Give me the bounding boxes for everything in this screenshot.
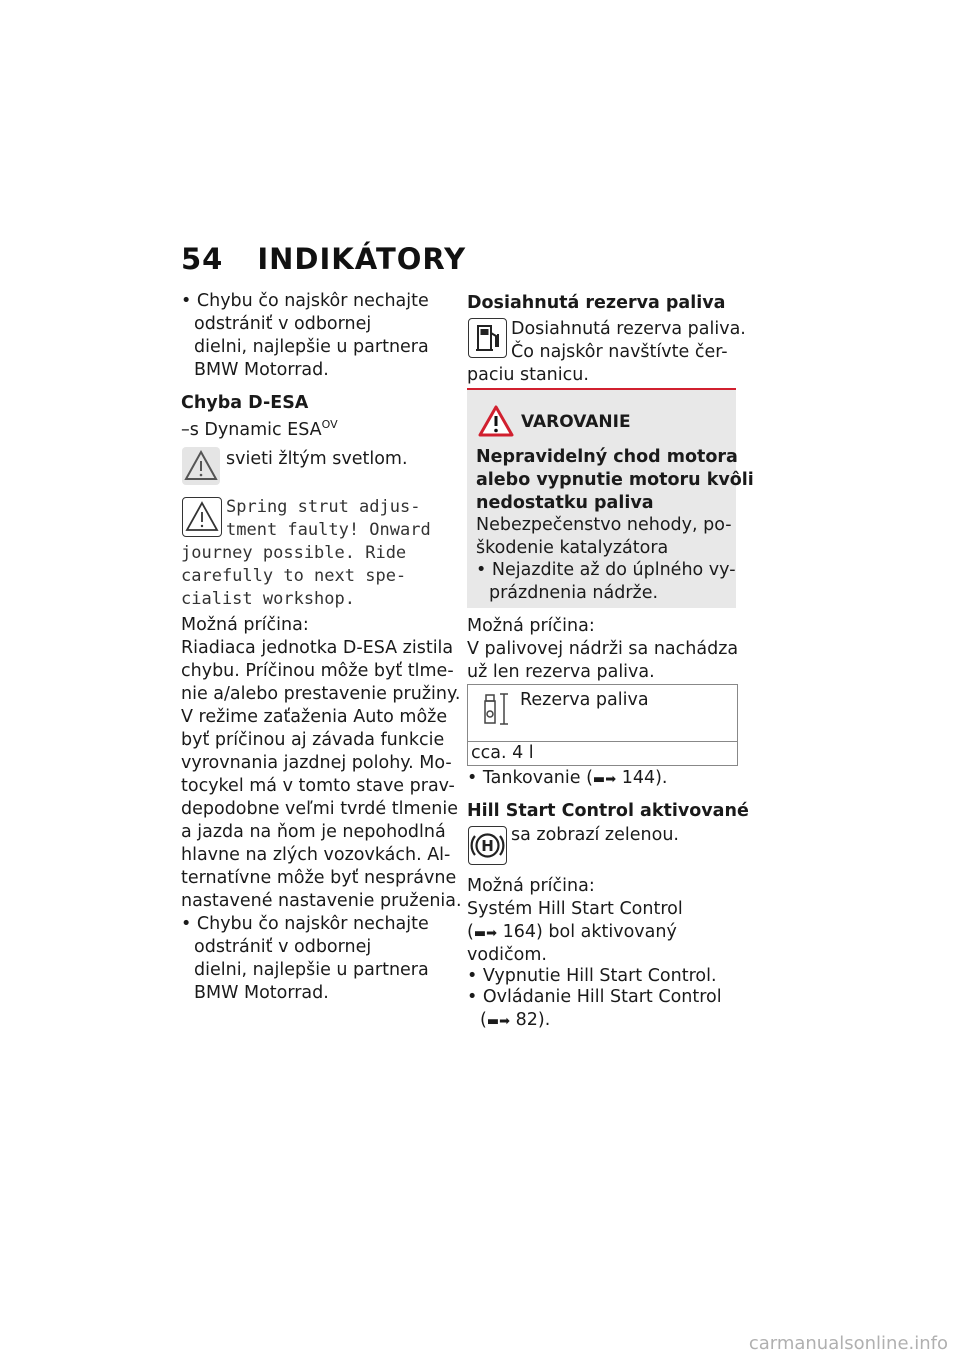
icon-description: svieti žltým svetlom. bbox=[226, 449, 408, 469]
cause-label: Možná príčina: bbox=[181, 615, 309, 635]
fuel-text-line: paciu stanicu. bbox=[467, 365, 589, 385]
hill-bullet-cont: (▬➡ 82). bbox=[480, 1010, 551, 1030]
cause-line: V režime zaťaženia Auto môže bbox=[181, 707, 448, 727]
warning-bold-line: Nepravidelný chod motora bbox=[476, 447, 738, 467]
warning-text-line: škodenie katalyzátora bbox=[476, 538, 669, 558]
cause-line: už len rezerva paliva. bbox=[467, 662, 655, 682]
hill-section-title: Hill Start Control aktivované bbox=[467, 801, 749, 821]
warning-bullet-line: prázdnenia nádrže. bbox=[489, 583, 659, 603]
warning-text-line: Nebezpečenstvo nehody, po- bbox=[476, 515, 732, 535]
cause-line: depodobne veľmi tvrdé tlmenie bbox=[181, 799, 458, 819]
fuel-section-title: Dosiahnutá rezerva paliva bbox=[467, 293, 726, 313]
warning-triangle-outline-icon bbox=[182, 497, 222, 537]
bullet-line: • Chybu čo najskôr nechajte bbox=[181, 914, 429, 934]
page-header bbox=[181, 242, 466, 276]
bullet-line: • Chybu čo najskôr nechajte bbox=[181, 291, 429, 311]
cause-line: V palivovej nádrži sa nachádza bbox=[467, 639, 739, 659]
bullet-line: BMW Motorrad. bbox=[194, 983, 329, 1003]
page-ref-link[interactable]: 144 bbox=[621, 768, 656, 788]
display-message-line: Spring strut adjus- bbox=[226, 497, 421, 517]
warning-label: VAROVANIE bbox=[521, 412, 631, 432]
hill-bullet: • Vypnutie Hill Start Control. bbox=[467, 966, 717, 986]
svg-text:H: H bbox=[481, 837, 494, 855]
bullet-line: odstrániť v odbornej bbox=[194, 937, 372, 957]
warning-bold-line: alebo vypnutie motoru kvôli bbox=[476, 470, 754, 490]
cause-line: vyrovnania jazdnej polohy. Mo- bbox=[181, 753, 452, 773]
display-message-line: journey possible. Ride bbox=[181, 543, 407, 563]
section-title: Chyba D-ESA bbox=[181, 393, 309, 413]
page-ref-link[interactable]: 164 bbox=[502, 922, 536, 942]
bullet-line: odstrániť v odbornej bbox=[194, 314, 372, 334]
table-label: Rezerva paliva bbox=[520, 690, 649, 710]
hill-cause-label: Možná príčina: bbox=[467, 876, 595, 896]
watermark: carmanualsonline.info bbox=[748, 1333, 948, 1354]
display-message-line: carefully to next spe- bbox=[181, 566, 407, 586]
section-subtitle: –s Dynamic $ESA^{OV}$ bbox=[181, 418, 338, 440]
fuel-text-line: Čo najskôr navštívte čer- bbox=[511, 342, 728, 362]
warning-icon bbox=[478, 405, 514, 441]
cause-line: nastavené nastavenie pruženia. bbox=[181, 891, 462, 911]
page-ref-arrow-icon: ▬➡ bbox=[486, 1014, 511, 1029]
hill-cause-line: (▬➡ 164) bol aktivovaný bbox=[467, 922, 677, 942]
fuel-pump-icon bbox=[468, 318, 507, 358]
bullet-line: dielni, najlepšie u partnera bbox=[194, 337, 429, 357]
cause-label: Možná príčina: bbox=[467, 616, 595, 636]
cause-line: nie a/alebo prestavenie pružiny. bbox=[181, 684, 461, 704]
hill-start-icon bbox=[468, 826, 507, 865]
warning-bullet-line: • Nejazdite až do úplného vy- bbox=[476, 560, 736, 580]
fuel-level-icon bbox=[478, 690, 512, 734]
page-ref-arrow-icon: ▬➡ bbox=[592, 772, 617, 787]
page-number: 54 bbox=[181, 242, 224, 276]
hill-cause-line: Systém Hill Start Control bbox=[467, 899, 683, 919]
page-ref-arrow-icon: ▬➡ bbox=[473, 926, 498, 941]
cause-line: ternatívne môže byť nesprávne bbox=[181, 868, 457, 888]
table-value: cca. 4 l bbox=[471, 743, 534, 763]
warning-bold-line: nedostatku paliva bbox=[476, 493, 654, 513]
cause-line: tocykel má v tomto stave prav- bbox=[181, 776, 455, 796]
bullet-line: BMW Motorrad. bbox=[194, 360, 329, 380]
cause-line: chybu. Príčinou môže byť tlme- bbox=[181, 661, 454, 681]
bullet-line: dielni, najlepšie u partnera bbox=[194, 960, 429, 980]
hill-cause-line: vodičom. bbox=[467, 945, 547, 965]
cause-line: hlavne na zlých vozovkách. Al- bbox=[181, 845, 451, 865]
display-message-line: tment faulty! Onward bbox=[226, 520, 431, 540]
page-ref-link[interactable]: 82 bbox=[515, 1010, 538, 1030]
warning-triangle-icon bbox=[182, 447, 220, 485]
cause-line: Riadiaca jednotka D-ESA zistila bbox=[181, 638, 454, 658]
cause-line: byť príčinou aj závada funkcie bbox=[181, 730, 445, 750]
page-title: INDIKÁTORY bbox=[257, 242, 467, 276]
hill-icon-text: sa zobrazí zelenou. bbox=[511, 825, 679, 845]
fuel-text-line: Dosiahnutá rezerva paliva. bbox=[511, 319, 746, 339]
refuel-bullet: • Tankovanie (▬➡ 144). bbox=[467, 768, 668, 788]
cause-line: a jazda na ňom je nepohodlná bbox=[181, 822, 446, 842]
hill-bullet: • Ovládanie Hill Start Control bbox=[467, 987, 722, 1007]
display-message-line: cialist workshop. bbox=[181, 589, 355, 609]
